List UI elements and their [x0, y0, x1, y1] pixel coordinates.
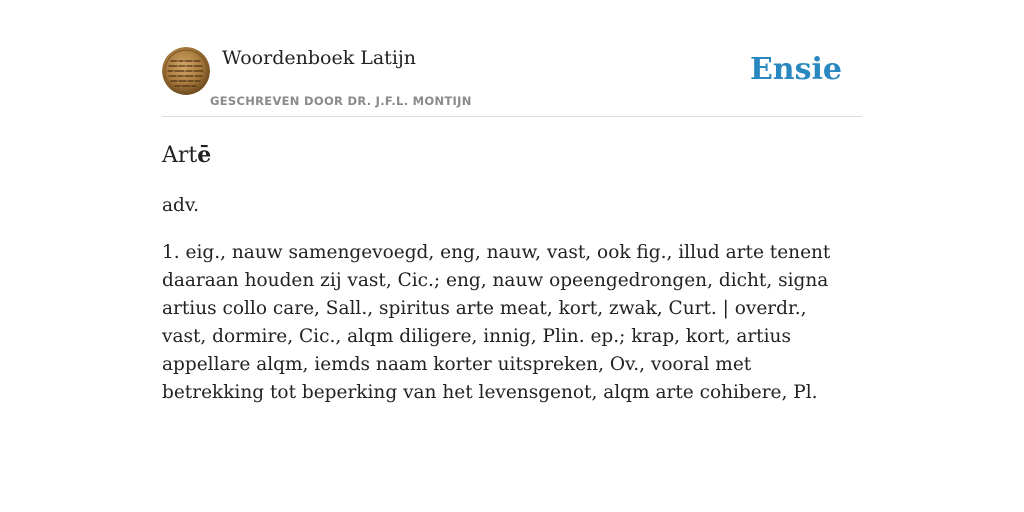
author-line[interactable]: GESCHREVEN DOOR DR. J.F.L. MONTIJN — [210, 94, 472, 108]
entry-title-accent: ē — [197, 142, 212, 168]
site-header — [162, 46, 862, 117]
book-avatar[interactable] — [162, 47, 210, 95]
entry-title — [162, 140, 211, 171]
coin-inscription-icon — [162, 47, 210, 95]
brand-logo[interactable]: Ensie — [749, 52, 842, 87]
book-title[interactable]: Woordenboek Latijn — [222, 47, 417, 69]
part-of-speech: adv. — [162, 195, 200, 216]
entry-definition: 1. eig., nauw samengevoegd, eng, nauw, vast, ook fig., illud arte tenent daaraan houden zij vast, Cic.; eng, nauw opeengedrongen, dicht, signa artius collo care, Sall., spiritus arte meat, kort, zwak, Curt. | overdr., vast, dormire, Cic., alqm diligere, innig, Plin. ep.; krap, kort, artius appellare alqm, iemds naam korter uitspreken, Ov., vooral met betrekking tot beperking van het levensgenot, alqm arte cohibere, Pl. — [162, 242, 831, 403]
entry-title-base: Art — [162, 143, 198, 168]
